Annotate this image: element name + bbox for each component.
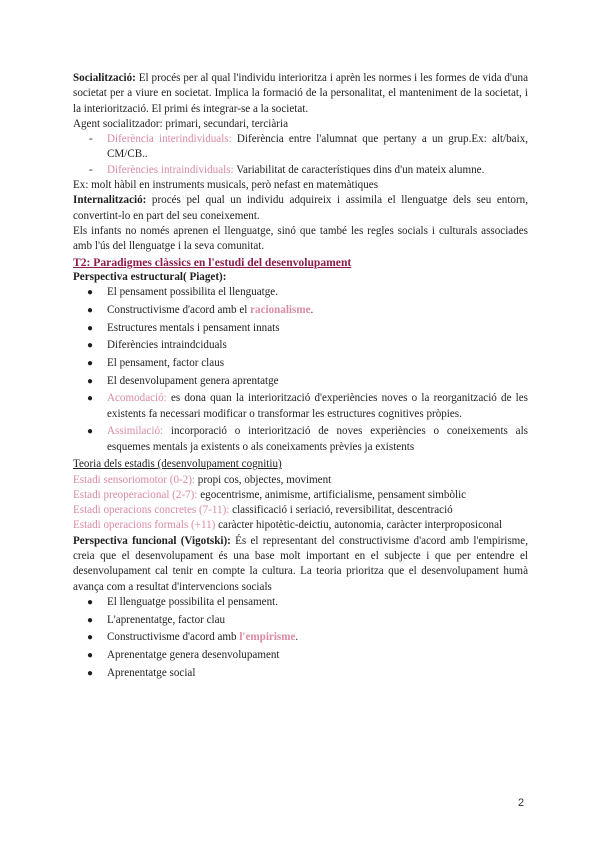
bullet-text: Aprenentatge genera desenvolupament [107,648,280,661]
bullet-text: Aprenentatge social [107,666,196,679]
stage-text: propi cos, objectes, moviment [197,473,332,486]
bullet-marker: ● [87,287,94,299]
difference-text: Variabilitat de característiques dins d'un mateix alumne. [236,163,485,176]
list-item [73,374,528,389]
list-item [73,595,528,610]
funcional-paragraph [73,534,528,595]
document-body [73,71,528,683]
acomodacio-label: Acomodació: [107,392,167,405]
stage-text: classificació i seriació, reversibilitat, descentració [232,504,453,517]
internalitzacio-term: Internalització: [73,194,147,207]
funcional-text: És el representant del constructivisme d'acord amb l'empirisme, creia que el desenvolupament és una base molt important en el subjecte i que per entendre el desenvolupament cal tenir en compte la cultura. La teoria prioritza que el desenvolupament humà avança com a resultat d'intervencions socials [73,534,528,593]
bullet-text: Estructures mentals i pensament innats [107,321,280,334]
bullet-text: El desenvolupament genera aprentatge [107,374,279,387]
estructural-title-text: Perspectiva estructural( Piaget): [73,270,227,283]
estructural-bullets [73,285,528,455]
list-item [73,321,528,336]
socialitzacio-text: El procés per al qual l'individu interioritza i aprèn les normes i les formes de vida d'una societat per a viure en societat. Implica la formació de la personalitat, el manteniment de la societat, i la interiorització. El primi és integrar-se a la societat. [73,72,528,115]
funcional-bullets [73,595,528,681]
list-item [73,391,528,422]
bullet-text: El pensament possibilita el llenguatge. [107,286,278,299]
list-item [73,424,528,455]
bullet-marker: ● [87,322,94,334]
list-item [73,613,528,628]
difference-label: Diferències intraindividuals: [107,163,234,176]
stage-label: Estadi operacions concretes (7-11): [73,504,230,517]
infants-paragraph: Els infants no només aprenen el llenguatge, sinó que també les regles socials i culturals associades amb l'ús del llenguatge i la seva comunitat. [73,224,528,253]
difference-label: Diferència interindividuals: [107,133,232,146]
stage-line [73,518,528,533]
bullet-marker: ● [87,596,94,608]
list-item [73,303,528,318]
stage-line [73,473,528,488]
stage-text: egocentrisme, animisme, artificialisme, pensament simbòlic [200,488,467,501]
bullet-text: Diferències intraindciduals [107,339,227,352]
bullet-marker: ● [87,357,94,369]
funcional-title: Perspectiva funcional (Vigotski): [73,534,231,547]
bullet-marker: ● [87,632,94,644]
differences-list [73,132,528,178]
bullet-text: Constructivisme d'acord amb el [107,303,251,316]
bullet-marker: ● [87,649,94,661]
bullet-text: L'aprenentatge, factor clau [107,613,226,626]
stage-line [73,503,528,518]
bullet-text: El llenguatge possibilita el pensament. [107,595,278,608]
highlight-empirisme: l'empirisme [239,631,296,644]
list-item [73,285,528,300]
bullet-marker: ● [87,393,94,405]
stage-text: caràcter hipotètic-deictiu, autonomia, caràcter interproposiconal [218,519,503,532]
assimilacio-text: incorporació o interiorització de noves experiències o coneixements als esquemes mentals ja existents o als coneixaments prèvies ja existents [107,425,528,453]
internalitzacio-text: procés pel qual un individu adquireix i assimila el llenguatge dels seu entorn, convertint-lo en part del seu coneixement. [73,194,528,222]
internalitzacio-paragraph [73,193,528,224]
bullet-text: El pensament, factor claus [107,356,225,369]
socialitzacio-paragraph [73,71,528,117]
list-item [73,338,528,353]
stage-label: Estadi preoperacional (2-7): [73,488,198,501]
bullet-marker: ● [87,375,94,387]
stage-label: Estadi operacions formals (+11) [73,519,216,532]
bullet-marker: ● [87,667,94,679]
bullet-text: Constructivisme d'acord amb [107,631,240,644]
teoria-title: Teoria dels estadis (desenvolupament cognitiu) [73,458,282,471]
bullet-punct: . [295,631,299,644]
list-item [73,163,528,178]
bullet-marker: ● [87,614,94,626]
estructural-title [73,270,528,285]
agent-socialitzador: Agent socialitzador: primari, secundari, terciària [73,117,289,130]
socialitzacio-term: Socialització: [73,72,136,84]
list-item [73,356,528,371]
example-line: Ex: molt hàbil en instruments musicals, però nefast en matemàtiques [73,179,379,192]
list-item [73,630,528,645]
dash-marker: - [89,133,93,146]
list-item [73,132,528,163]
highlight-racionalisme: racionalisme [250,303,311,316]
list-item [73,648,528,663]
dash-marker: - [89,163,93,176]
assimilacio-label: Assimilació: [107,425,164,438]
stage-line [73,488,528,503]
difference-text: Diferència entre l'alumnat que pertany a un grup.Ex: alt/baix, CM/CB.. [107,133,529,161]
bullet-marker: ● [87,426,94,438]
list-item [73,666,528,681]
stage-label: Estadi sensoriomotor (0-2): [73,473,196,486]
page-number: 2 [518,797,525,809]
bullet-marker: ● [87,304,94,316]
bullet-punct: . [310,303,314,316]
acomodacio-text: es dona quan la interiorització d'experiències noves o la reorganització de les existents fa necessari modificar o transformar les estructures cognitives pròpies. [107,392,528,420]
bullet-marker: ● [87,340,94,352]
section-title: T2: Paradigmes clàssics en l'estudi del desenvolupament [73,255,352,269]
